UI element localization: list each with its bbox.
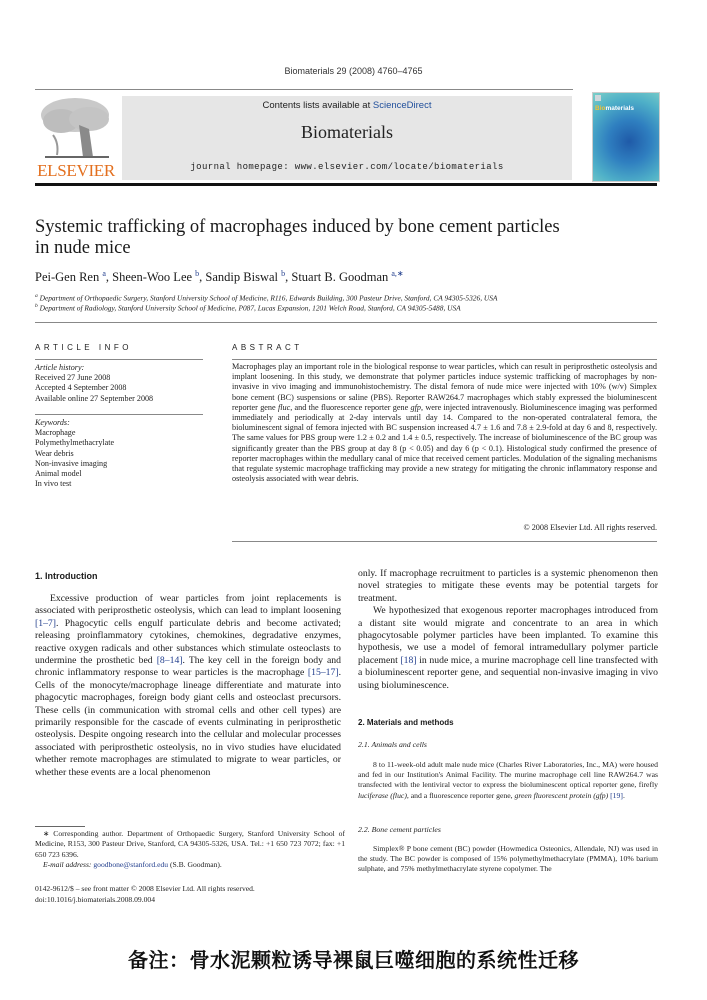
abstract-text: , and the fluorescence reporter gene	[290, 402, 411, 412]
title-line-2: in nude mice	[35, 238, 131, 258]
history-online: Available online 27 September 2008	[35, 393, 154, 403]
corresponding-text: ∗ Corresponding author. Department of Orthopaedic Surgery, Stanford University School of Medicine, R153, 300 Pasteur Drive, Stanford, CA 94305-5326, USA. Tel.: +1 650 723 7072; fax: +1 650 723 6396.	[35, 829, 345, 859]
footnote-rule	[35, 826, 85, 827]
article-info-heading: ARTICLE INFO	[35, 343, 132, 352]
affiliation-a	[35, 293, 497, 302]
text: 8 to 11-week-old adult male nude mice (Charles River Laboratories, Inc., MA) were housed and fed in our Institution's Animal Facility. The murine macrophage cell line RAW264.7 was transfected with the lentiviral vector to express the bioluminescent optical reporter gene, firefly	[358, 760, 658, 790]
introduction-heading: 1. Introduction	[35, 571, 98, 581]
abstract-body	[232, 362, 657, 484]
keywords	[35, 418, 215, 489]
article-info-rule	[35, 359, 203, 360]
history-received: Received 27 June 2008	[35, 373, 111, 383]
header-thick-rule	[35, 183, 657, 186]
citation-link[interactable]: [1–7]	[35, 617, 56, 629]
bone-cement-text	[358, 844, 658, 875]
gene-name: gfp	[410, 402, 421, 412]
email-owner: (S.B. Goodman).	[168, 859, 222, 869]
email-link[interactable]: goodbone@stanford.edu	[93, 859, 169, 869]
text: in nude mice, a murine macrophage cell line transfected with a bioluminescent reporter gene, and sequential non-invasive imaging in vivo using bioluminescence.	[358, 654, 658, 691]
bone-cement-subheading: 2.2. Bone cement particles	[358, 825, 441, 834]
history-accepted: Accepted 4 September 2008	[35, 383, 127, 393]
citation-link[interactable]: [18]	[400, 654, 417, 666]
methods-heading: 2. Materials and methods	[358, 718, 454, 727]
author-affiliation-link[interactable]: b	[195, 269, 200, 278]
citation-link[interactable]: [19]	[610, 790, 623, 800]
author-affiliation-link[interactable]: a	[102, 269, 106, 278]
keyword: Non-invasive imaging	[35, 458, 108, 468]
keyword: Polymethylmethacrylate	[35, 438, 115, 448]
header-rule	[35, 89, 573, 90]
abstract-heading: ABSTRACT	[232, 343, 303, 352]
email-label: E-mail address:	[43, 859, 94, 869]
intro-continuation: only. If macrophage recruitment to particles is a systemic phenomenon then novel strategies to mitigate these events may be potential targets for treatment.	[358, 568, 658, 604]
intro-paragraph-2	[358, 605, 658, 692]
title-line-1: Systemic trafficking of macrophages induced by bone cement particles	[35, 217, 560, 237]
affiliation-marker: b	[35, 303, 38, 309]
journal-citation: Biomaterials 29 (2008) 4760–4765	[284, 66, 423, 76]
corresponding-author-footnote	[35, 829, 345, 870]
issn-line: 0142-9612/$ – see front matter © 2008 Elsevier Ltd. All rights reserved.	[35, 884, 255, 893]
issn-doi	[35, 884, 355, 905]
author-list: Pei-Gen Ren $^a$, Sheen-Woo Lee $^b$, Sandip Biswal $^b$, Stuart B. Goodman $^{a,∗}$	[35, 269, 404, 285]
journal-homepage-link[interactable]: journal homepage: www.elsevier.com/locate/biomaterials	[190, 162, 504, 172]
cover-logo-icon	[595, 95, 601, 101]
abstract-rule	[232, 359, 657, 360]
text: Excessive production of wear particles from joint replacements is associated with periprosthetic osteolysis, which can lead to implant loosening	[35, 593, 341, 617]
affiliation-text: Department of Orthopaedic Surgery, Stanford University School of Medicine, R116, Edwards Building, 300 Pasteur Drive, Stanford, CA 94305-5326, USA	[39, 293, 498, 303]
sciencedirect-link[interactable]: ScienceDirect	[372, 100, 432, 111]
journal-banner	[122, 96, 572, 180]
keywords-label: Keywords:	[35, 418, 70, 427]
author: Sandip Biswal	[205, 270, 278, 285]
author-affiliation-link[interactable]: a,∗	[391, 269, 404, 278]
abstract-copyright: © 2008 Elsevier Ltd. All rights reserved.	[523, 523, 657, 532]
text: We hypothesized that exogenous reporter macrophages introduced from a distant site would migrate and concentrate to an area in which phagocytosable polymer particles have been implanted. To examine this hypothesis, we use a model of femoral intramedullary polymer particle placement	[358, 605, 658, 666]
text: , and a fluorescence reporter gene,	[406, 790, 515, 800]
cover-title: Biomaterials	[595, 105, 635, 112]
gene-name: luciferase (fluc)	[358, 790, 407, 800]
article-title	[35, 217, 635, 259]
contents-prefix: Contents lists available at	[262, 100, 373, 111]
author-affiliation-link[interactable]: b	[281, 269, 286, 278]
keywords-rule	[35, 414, 203, 415]
gene-name: green fluorescent protein (gfp)	[514, 790, 609, 800]
email-line	[35, 860, 345, 870]
gene-name: fluc	[277, 402, 291, 412]
chinese-note-caption: 备注：骨水泥颗粒诱导裸鼠巨噬细胞的系统性迁移	[128, 948, 579, 972]
abstract-end-rule	[232, 541, 657, 542]
history-label: Article history:	[35, 363, 85, 372]
abstract-text: , were injected intravenously. Bioluminescence imaging was performed immediately and periodically at 2-day intervals until day 14. Compared to the non-operated contralateral femora, the bioluminescent signal of femora injected with BC suspension increased 4.7 ± 1.6 and 7.8 ± 2.9-fold at day 6 and 8, respectively. The same values for PBS group were 1.2 ± 0.2 and 1.4 ± 0.5, respectively. The increase of bioluminescence of the BC group was significantly greater than the PBS group at day 8 (p < 0.05) and day 6 (p < 0.1). Histological study confirmed the presence of reporter macrophages within the medullary canal of mice that received cement particles. Modulation of the signaling mechanisms that regulate systemic macrophage trafficking may provide a new strategy for mitigating the chronic inflammatory response and osteolysis associated with wear debris.	[232, 402, 657, 484]
author: Stuart B. Goodman	[291, 270, 389, 285]
author: Sheen-Woo Lee	[112, 270, 193, 285]
article-history	[35, 363, 215, 404]
contents-available	[122, 100, 572, 111]
author: Pei-Gen Ren	[35, 270, 100, 285]
keyword: Wear debris	[35, 448, 74, 458]
animals-cells-text: 8 to 11-week-old adult male nude mice (Charles River Laboratories, Inc., MA) were housed and fed in our Institution's Animal Facility. The murine macrophage cell line RAW264.7 was transfected with the lentiviral vector to express the bioluminescent optical reporter gene, firefly luciferase (fluc), and a fluorescence reporter gene, green fluorescent protein (gfp) [19].	[358, 760, 658, 800]
journal-cover-image	[592, 92, 660, 182]
introduction-column-1	[35, 593, 341, 779]
section-rule	[35, 322, 657, 323]
intro-paragraph-1	[35, 593, 341, 779]
keyword: Animal model	[35, 469, 82, 479]
affiliation-text: Department of Radiology, Stanford University School of Medicine, P087, Lucas Expansion, 1201 Welch Road, Stanford, CA 94305-5488, USA	[39, 303, 461, 313]
abstract-text: Macrophages play an important role in the biological response to wear particles, which can result in periprosthetic osteolysis and implant loosening. In this study, we demonstrate that polymer particles induce systemic trafficking of macrophages by non-invasive in vivo imaging and immunohistochemistry. The distal femora of nude mice were injected with 10% (w/v) Simplex bone cement (BC) suspensions or saline (PBS). Reporter RAW264.7 macrophages which stably expressed the bioluminescent reporter gene	[232, 362, 657, 412]
elsevier-tree-icon	[39, 95, 113, 161]
affiliation-b	[35, 303, 461, 312]
journal-title: Biomaterials	[301, 122, 393, 142]
doi-link[interactable]: doi:10.1016/j.biomaterials.2008.09.004	[35, 894, 156, 904]
keyword: In vivo test	[35, 479, 72, 489]
citation-link[interactable]: [15–17]	[307, 667, 339, 679]
text: . The key cell in the foreign body and chronic inflammatory response to wear particles is the macrophage	[35, 655, 341, 679]
affiliation-marker: a	[35, 293, 38, 299]
keyword: Macrophage	[35, 428, 76, 438]
text: . Phagocytic cells engulf particulate debris and become activated; releasing proinflammatory cytokines, chemokines, degradative enzymes, reactive oxygen radicals and other substances which stimulate osteoclasts to undermine the prosthetic bed	[35, 617, 341, 667]
introduction-column-2	[358, 568, 658, 692]
citation-link[interactable]: [8–14]	[156, 655, 183, 667]
animals-cells-subheading: 2.1. Animals and cells	[358, 740, 427, 749]
elsevier-wordmark: ELSEVIER	[37, 161, 115, 180]
elsevier-logo	[35, 95, 117, 181]
text: Simplex® P bone cement (BC) powder (Howmedica Osteonics, Allendale, NJ) was used in the study. The BC powder is composed of 15% polymethylmethacrylate (PMMA), 10% barium sulphate, and 75% methylmethacrylate styrene copolymer. The	[358, 844, 658, 874]
text: . Cells of the monocyte/macrophage lineage differentiate and maturate into phagocytic macrophages, foreign body giant cells and osteoclast precursors. These cells (in communication with stromal cells and other cell types) are primarily responsible for the cascade of events culminating in periprosthetic osteolysis. Despite ongoing research into the cellular and molecular processes associated with periprosthetic osteolysis, no in vivo studies have elucidated whether remote macrophages are stimulated to migrate to wear particles, or whether these events are a local phenomenon	[35, 667, 341, 778]
